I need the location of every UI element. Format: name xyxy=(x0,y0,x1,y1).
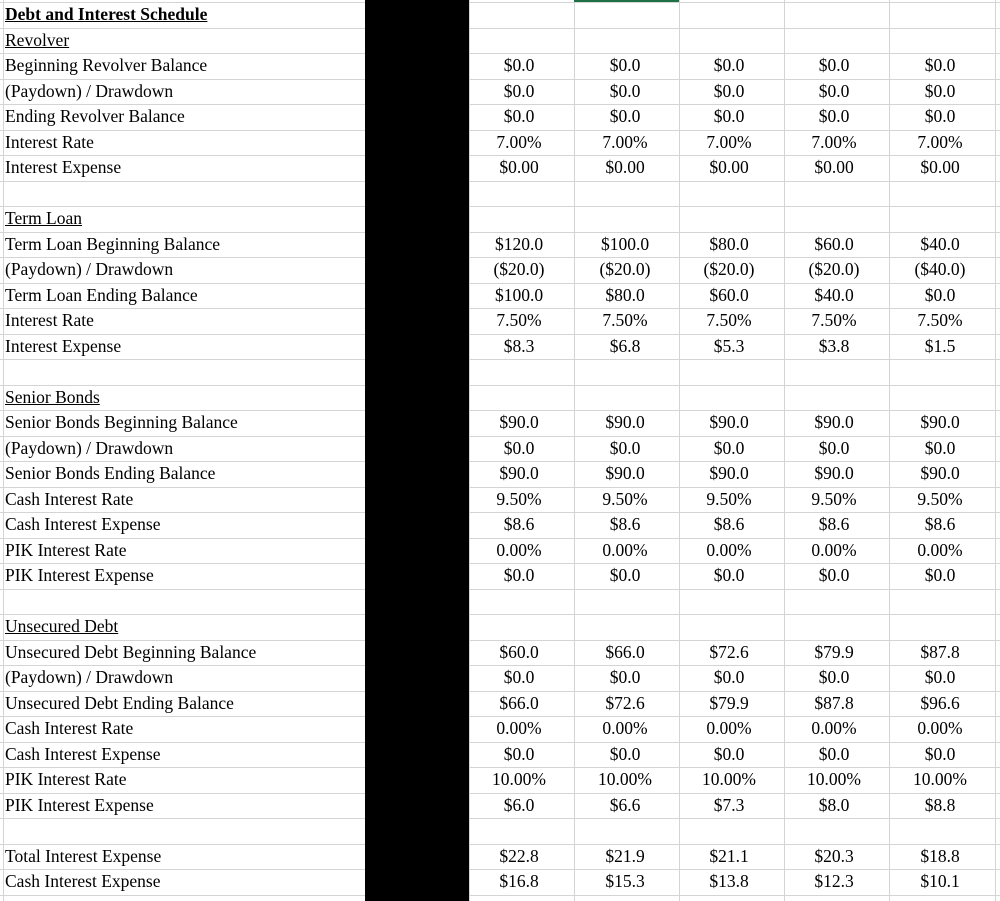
value-cell[interactable]: 10.00% xyxy=(702,769,756,789)
value-cell[interactable]: $0.00 xyxy=(814,157,854,177)
blank-row[interactable] xyxy=(0,181,1000,207)
value-cell[interactable]: 0.00% xyxy=(811,718,857,738)
value-cell[interactable]: $0.0 xyxy=(818,106,850,126)
value-cell[interactable]: ($20.0) xyxy=(493,259,545,279)
value-cell[interactable]: $0.0 xyxy=(609,743,641,764)
value-cell[interactable]: $0.0 xyxy=(924,55,956,75)
redacted-column xyxy=(365,0,469,901)
schedule-row[interactable] xyxy=(0,844,1000,870)
row-label: (Paydown) / Drawdown xyxy=(5,80,174,101)
row-label: PIK Interest Expense xyxy=(5,565,154,585)
value-cell[interactable]: $0.0 xyxy=(609,565,641,585)
value-cell[interactable]: 7.00% xyxy=(602,131,648,152)
value-cell[interactable]: $0.00 xyxy=(605,157,645,177)
value-cell[interactable]: $8.6 xyxy=(818,514,850,534)
value-cell[interactable]: $0.0 xyxy=(503,437,535,458)
section-header: Senior Bonds xyxy=(5,386,100,407)
value-cell[interactable]: $10.1 xyxy=(920,871,960,891)
value-cell[interactable]: $20.3 xyxy=(814,845,854,866)
schedule-row[interactable] xyxy=(0,487,1000,513)
value-cell[interactable]: 0.00% xyxy=(602,539,648,560)
value-cell[interactable]: 7.50% xyxy=(917,310,963,330)
value-cell[interactable]: 0.00% xyxy=(706,718,752,738)
row-label: Unsecured Debt Ending Balance xyxy=(5,692,234,713)
row-label: Term Loan Beginning Balance xyxy=(5,233,221,254)
value-cell[interactable]: $87.8 xyxy=(814,692,854,713)
value-cell[interactable]: $60.0 xyxy=(499,641,539,662)
schedule-row[interactable] xyxy=(0,206,1000,232)
value-cell[interactable]: $8.6 xyxy=(609,514,641,534)
value-cell[interactable]: $60.0 xyxy=(709,284,749,305)
value-cell[interactable]: 0.00% xyxy=(706,539,752,560)
value-cell[interactable]: $6.0 xyxy=(503,794,535,815)
value-cell[interactable]: 10.00% xyxy=(598,769,652,789)
value-cell[interactable]: 7.00% xyxy=(917,131,963,152)
schedule-row[interactable] xyxy=(0,28,1000,54)
row-label: Total Interest Expense xyxy=(5,845,162,866)
value-cell[interactable]: $100.0 xyxy=(494,284,544,305)
value-cell[interactable]: $12.3 xyxy=(814,871,854,891)
value-cell[interactable]: $0.0 xyxy=(503,667,535,687)
value-cell[interactable]: $90.0 xyxy=(709,412,749,432)
value-cell[interactable]: $90.0 xyxy=(709,463,749,483)
schedule-row[interactable] xyxy=(0,614,1000,640)
value-cell[interactable]: $0.0 xyxy=(818,743,850,764)
value-cell[interactable]: $0.00 xyxy=(709,157,749,177)
value-cell[interactable]: $90.0 xyxy=(499,412,539,432)
schedule-row[interactable] xyxy=(0,104,1000,130)
value-cell[interactable]: $40.0 xyxy=(920,233,960,254)
row-label: Interest Rate xyxy=(5,310,94,330)
value-cell[interactable]: $3.8 xyxy=(818,335,850,356)
value-cell[interactable]: $0.0 xyxy=(818,80,850,101)
value-cell[interactable]: $0.0 xyxy=(924,284,956,305)
value-cell[interactable]: $8.3 xyxy=(503,335,535,356)
schedule-row[interactable] xyxy=(0,742,1000,768)
row-label: (Paydown) / Drawdown xyxy=(5,667,174,687)
schedule-row[interactable] xyxy=(0,155,1000,181)
value-cell[interactable]: 7.50% xyxy=(811,310,857,330)
value-cell[interactable]: $0.0 xyxy=(818,55,850,75)
row-label: Beginning Revolver Balance xyxy=(5,55,208,75)
schedule-row[interactable] xyxy=(0,130,1000,156)
schedule-row[interactable] xyxy=(0,793,1000,819)
value-cell[interactable]: $6.8 xyxy=(609,335,641,356)
value-cell[interactable]: 9.50% xyxy=(706,488,752,509)
value-cell[interactable]: $0.0 xyxy=(924,437,956,458)
value-cell[interactable]: $7.3 xyxy=(713,794,745,815)
schedule-row[interactable] xyxy=(0,716,1000,742)
value-cell[interactable]: $60.0 xyxy=(814,233,854,254)
value-cell[interactable]: $90.0 xyxy=(605,463,645,483)
value-cell[interactable]: $0.00 xyxy=(499,157,539,177)
value-cell[interactable]: $0.0 xyxy=(713,743,745,764)
value-cell[interactable]: $8.0 xyxy=(818,794,850,815)
value-cell[interactable]: $72.6 xyxy=(709,641,749,662)
value-cell[interactable]: 7.50% xyxy=(706,310,752,330)
value-cell[interactable]: 0.00% xyxy=(496,718,542,738)
value-cell[interactable]: $0.0 xyxy=(924,80,956,101)
title-row[interactable] xyxy=(0,2,1000,28)
value-cell[interactable]: 7.00% xyxy=(706,131,752,152)
value-cell[interactable]: $0.0 xyxy=(818,667,850,687)
value-cell[interactable]: $80.0 xyxy=(605,284,645,305)
value-cell[interactable]: 9.50% xyxy=(602,488,648,509)
row-label: PIK Interest Expense xyxy=(5,794,154,815)
value-cell[interactable]: 7.50% xyxy=(602,310,648,330)
section-header: Revolver xyxy=(5,29,70,50)
value-cell[interactable]: $0.0 xyxy=(924,667,956,687)
schedule-row[interactable] xyxy=(0,436,1000,462)
value-cell[interactable]: 0.00% xyxy=(917,718,963,738)
section-header: Unsecured Debt xyxy=(5,616,119,636)
row-label: PIK Interest Rate xyxy=(5,769,127,789)
row-label: Cash Interest Expense xyxy=(5,514,161,534)
value-cell[interactable]: ($20.0) xyxy=(599,259,651,279)
value-cell[interactable]: 9.50% xyxy=(917,488,963,509)
value-cell[interactable]: ($20.0) xyxy=(808,259,860,279)
section-header: Term Loan xyxy=(5,208,83,228)
row-label: Senior Bonds Beginning Balance xyxy=(5,412,238,432)
value-cell[interactable]: $0.0 xyxy=(818,565,850,585)
value-cell[interactable]: $0.0 xyxy=(609,80,641,101)
row-gridline xyxy=(0,895,1000,896)
value-cell[interactable]: 9.50% xyxy=(496,488,542,509)
value-cell[interactable]: $80.0 xyxy=(709,233,749,254)
value-cell[interactable]: $72.6 xyxy=(605,692,645,713)
schedule-row[interactable] xyxy=(0,257,1000,283)
value-cell[interactable]: $0.0 xyxy=(818,437,850,458)
blank-row[interactable] xyxy=(0,589,1000,615)
blank-row[interactable] xyxy=(0,818,1000,844)
value-cell[interactable]: $90.0 xyxy=(920,412,960,432)
row-label: (Paydown) / Drawdown xyxy=(5,437,174,458)
value-cell[interactable]: $15.3 xyxy=(605,871,645,891)
row-label: Cash Interest Rate xyxy=(5,718,134,738)
value-cell[interactable]: $90.0 xyxy=(499,463,539,483)
value-cell[interactable]: $0.0 xyxy=(609,55,641,75)
schedule-row[interactable] xyxy=(0,53,1000,79)
schedule-row[interactable] xyxy=(0,232,1000,258)
value-cell[interactable]: $21.9 xyxy=(605,845,645,866)
value-cell[interactable]: $90.0 xyxy=(605,412,645,432)
value-cell[interactable]: $0.0 xyxy=(713,437,745,458)
value-cell[interactable]: $16.8 xyxy=(499,871,539,891)
value-cell[interactable]: $8.6 xyxy=(713,514,745,534)
schedule-row[interactable] xyxy=(0,334,1000,360)
value-cell[interactable]: $0.0 xyxy=(609,106,641,126)
value-cell[interactable]: $0.0 xyxy=(713,667,745,687)
value-cell[interactable]: $5.3 xyxy=(713,335,745,356)
value-cell[interactable]: $79.9 xyxy=(709,692,749,713)
value-cell[interactable]: $0.0 xyxy=(713,80,745,101)
value-cell[interactable]: $100.0 xyxy=(600,233,650,254)
value-cell[interactable]: $22.8 xyxy=(499,845,539,866)
value-cell[interactable]: 0.00% xyxy=(602,718,648,738)
value-cell[interactable]: 7.50% xyxy=(496,310,542,330)
row-label: Ending Revolver Balance xyxy=(5,106,185,126)
row-label: Cash Interest Expense xyxy=(5,743,161,764)
value-cell[interactable]: $21.1 xyxy=(709,845,749,866)
schedule-row[interactable] xyxy=(0,308,1000,334)
value-cell[interactable]: $120.0 xyxy=(494,233,544,254)
value-cell[interactable]: $96.6 xyxy=(920,692,960,713)
schedule-row[interactable] xyxy=(0,767,1000,793)
value-cell[interactable]: $6.6 xyxy=(609,794,641,815)
value-cell[interactable]: $13.8 xyxy=(709,871,749,891)
row-label: Unsecured Debt Beginning Balance xyxy=(5,641,257,662)
schedule-row[interactable] xyxy=(0,538,1000,564)
row-label: Interest Expense xyxy=(5,157,122,177)
value-cell[interactable]: $0.0 xyxy=(503,80,535,101)
schedule-row[interactable] xyxy=(0,563,1000,589)
value-cell[interactable]: $0.0 xyxy=(924,743,956,764)
schedule-row[interactable] xyxy=(0,512,1000,538)
value-cell[interactable]: $8.8 xyxy=(924,794,956,815)
value-cell[interactable]: $1.5 xyxy=(924,335,956,356)
row-label: Senior Bonds Ending Balance xyxy=(5,463,216,483)
value-cell[interactable]: ($20.0) xyxy=(703,259,755,279)
value-cell[interactable]: $87.8 xyxy=(920,641,960,662)
value-cell[interactable]: $0.00 xyxy=(920,157,960,177)
blank-row[interactable] xyxy=(0,359,1000,385)
value-cell[interactable]: 0.00% xyxy=(811,539,857,560)
value-cell[interactable]: 9.50% xyxy=(811,488,857,509)
row-label: Interest Expense xyxy=(5,335,122,356)
value-cell[interactable]: $90.0 xyxy=(920,463,960,483)
value-cell[interactable]: 10.00% xyxy=(492,769,546,789)
value-cell[interactable]: ($40.0) xyxy=(914,259,966,279)
value-cell[interactable]: $66.0 xyxy=(605,641,645,662)
value-cell[interactable]: 10.00% xyxy=(807,769,861,789)
value-cell[interactable]: $0.0 xyxy=(503,106,535,126)
schedule-row[interactable] xyxy=(0,665,1000,691)
schedule-row[interactable] xyxy=(0,691,1000,717)
schedule-row[interactable] xyxy=(0,461,1000,487)
value-cell[interactable]: $0.0 xyxy=(503,565,535,585)
active-cell-indicator xyxy=(574,0,679,2)
schedule-row[interactable] xyxy=(0,640,1000,666)
row-label: Cash Interest Expense xyxy=(5,871,161,891)
row-label: Term Loan Ending Balance xyxy=(5,284,198,305)
value-cell[interactable]: $0.0 xyxy=(609,667,641,687)
value-cell[interactable]: $0.0 xyxy=(713,55,745,75)
value-cell[interactable]: 0.00% xyxy=(496,539,542,560)
value-cell[interactable]: $0.0 xyxy=(503,55,535,75)
sheet-title: Debt and Interest Schedule xyxy=(5,4,208,24)
value-cell[interactable]: $0.0 xyxy=(503,743,535,764)
value-cell[interactable]: $8.6 xyxy=(503,514,535,534)
schedule-row[interactable] xyxy=(0,410,1000,436)
value-cell[interactable]: $0.0 xyxy=(713,106,745,126)
value-cell[interactable]: 10.00% xyxy=(913,769,967,789)
value-cell[interactable]: $8.6 xyxy=(924,514,956,534)
value-cell[interactable]: 7.00% xyxy=(496,131,542,152)
value-cell[interactable]: $90.0 xyxy=(814,463,854,483)
row-label: (Paydown) / Drawdown xyxy=(5,259,174,279)
value-cell[interactable]: 0.00% xyxy=(917,539,963,560)
row-label: Interest Rate xyxy=(5,131,94,152)
value-cell[interactable]: $40.0 xyxy=(814,284,854,305)
value-cell[interactable]: $0.0 xyxy=(713,565,745,585)
value-cell[interactable]: $90.0 xyxy=(814,412,854,432)
schedule-row[interactable] xyxy=(0,869,1000,895)
value-cell[interactable]: $0.0 xyxy=(924,565,956,585)
schedule-row[interactable] xyxy=(0,283,1000,309)
row-label: PIK Interest Rate xyxy=(5,539,127,560)
value-cell[interactable]: $18.8 xyxy=(920,845,960,866)
schedule-row[interactable] xyxy=(0,79,1000,105)
value-cell[interactable]: $0.0 xyxy=(924,106,956,126)
row-label: Cash Interest Rate xyxy=(5,488,134,509)
schedule-row[interactable] xyxy=(0,385,1000,411)
value-cell[interactable]: $79.9 xyxy=(814,641,854,662)
value-cell[interactable]: $0.0 xyxy=(609,437,641,458)
value-cell[interactable]: $66.0 xyxy=(499,692,539,713)
value-cell[interactable]: 7.00% xyxy=(811,131,857,152)
